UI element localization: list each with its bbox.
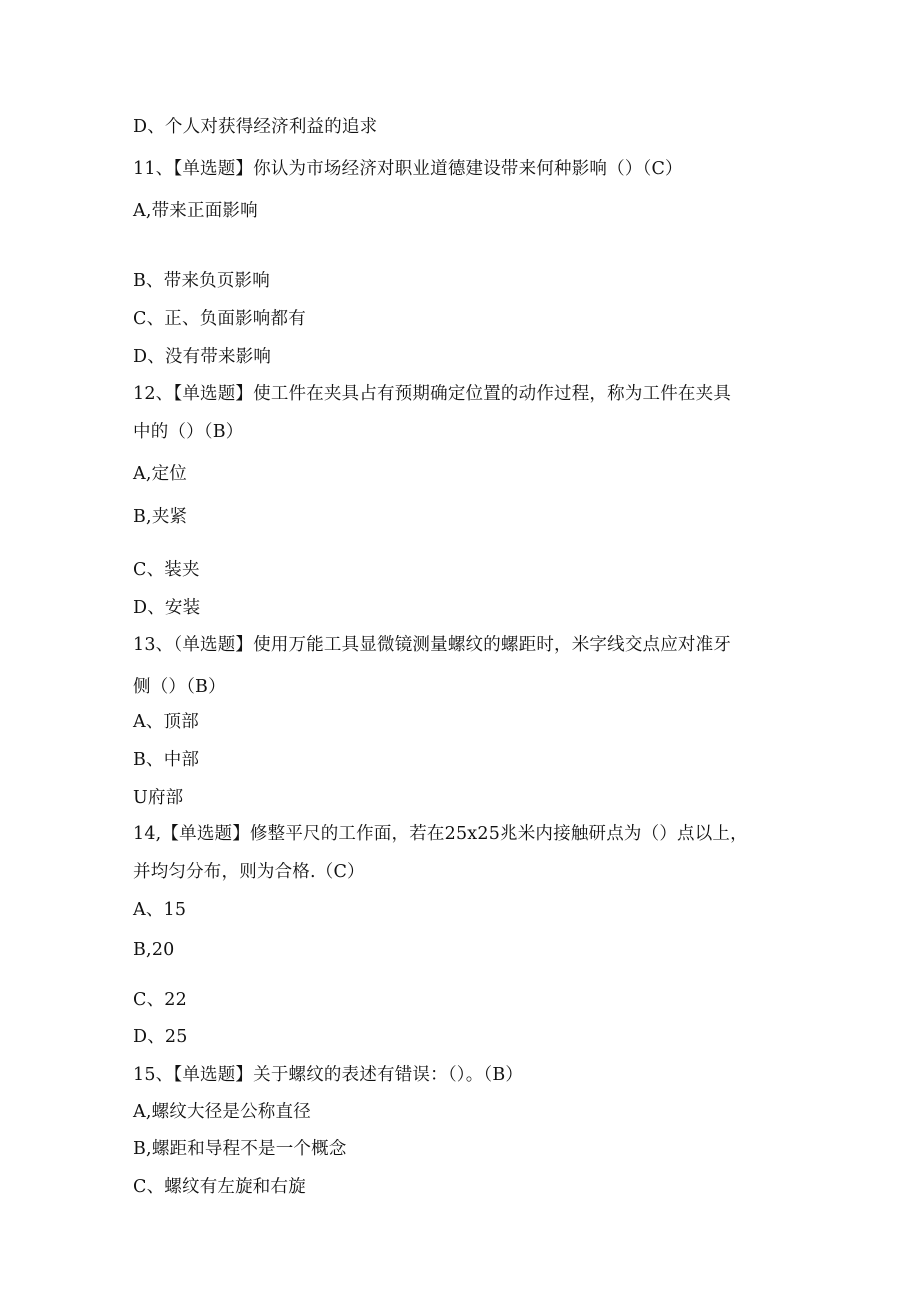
option-d-q10: D、个人对获得经济利益的追求 — [133, 117, 378, 137]
option-a-q11: A,带来正面影响 — [133, 201, 258, 221]
option-c-q14: C、22 — [133, 990, 187, 1010]
option-c-q13: U府部 — [133, 788, 184, 808]
option-b-q11: B、带来负页影响 — [133, 271, 270, 291]
option-a-q12: A,定位 — [133, 464, 188, 484]
option-a-q15: A,螺纹大径是公称直径 — [133, 1102, 311, 1122]
question-11: 11、【单选题】你认为市场经济对职业道德建设带来何种影响（）（C） — [133, 159, 683, 179]
option-a-q14: A、15 — [133, 900, 187, 920]
option-c-q12: C、装夹 — [133, 560, 200, 580]
option-d-q12: D、安装 — [133, 598, 201, 618]
question-13-line-2: 侧（）（B） — [133, 677, 226, 697]
question-13-line-1: 13、（单选题】使用万能工具显微镜测量螺纹的螺距时，米字线交点应对准牙 — [133, 635, 732, 655]
option-b-q13: B、中部 — [133, 750, 200, 770]
option-b-q14: B,20 — [133, 940, 175, 960]
option-c-q11: C、正、负面影响都有 — [133, 309, 306, 329]
option-a-q13: A、顶部 — [133, 712, 199, 732]
question-12-line-2: 中的（）（B） — [133, 422, 244, 442]
question-14-line-2: 并均匀分布，则为合格.（C） — [133, 862, 365, 882]
question-14-line-1: 14,【单选题】修整平尺的工作面，若在25x25兆米内接触研点为（）点以上， — [133, 824, 748, 844]
option-b-q12: B,夹紧 — [133, 507, 188, 527]
option-d-q11: D、没有带来影响 — [133, 347, 272, 367]
option-c-q15: C、螺纹有左旋和右旋 — [133, 1177, 306, 1197]
option-d-q14: D、25 — [133, 1027, 188, 1047]
question-15: 15、【单选题】关于螺纹的表述有错误：（）。（B） — [133, 1065, 524, 1085]
option-b-q15: B,螺距和导程不是一个概念 — [133, 1139, 347, 1159]
question-12-line-1: 12、【单选题】使工件在夹具占有预期确定位置的动作过程，称为工件在夹具 — [133, 384, 732, 404]
